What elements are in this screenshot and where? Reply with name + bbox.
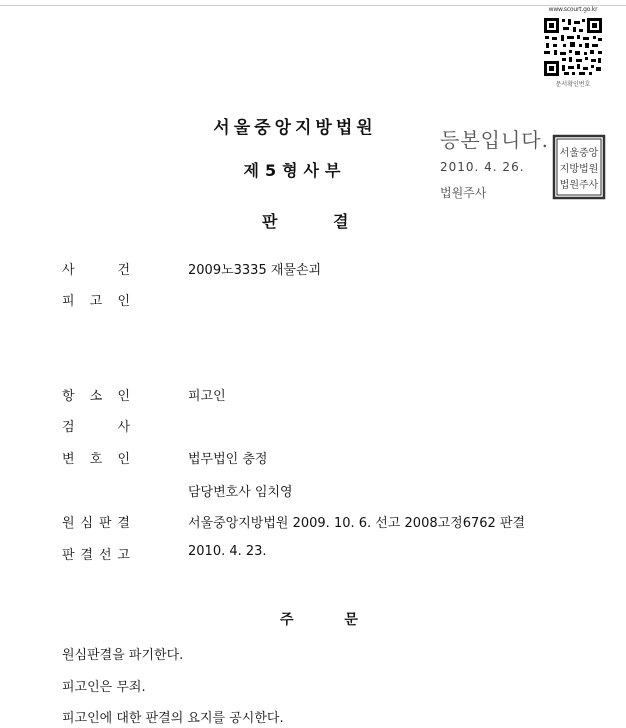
label-char: 소 (89, 389, 103, 404)
label-char: 고 (117, 548, 130, 563)
order-line: 피고인에 대한 판결의 요지를 공시한다. (62, 711, 284, 726)
seal-text: 지방법원 (559, 164, 599, 175)
case-value: 2009노3335 재물손괴 (188, 263, 322, 278)
division-name: 제5형사부 (243, 161, 347, 180)
label-char: 인 (117, 452, 130, 467)
original-judgment-label (62, 512, 130, 531)
label-char: 판 (98, 516, 112, 531)
label-char: 심 (80, 516, 94, 531)
sentencing-date-value: 2010. 4. 23. (188, 544, 267, 559)
order-line: 피고인은 무죄. (62, 680, 146, 695)
court-name: 서울중앙지방법원 (213, 118, 377, 138)
counsel-attorney: 담당변호사 임치영 (188, 485, 293, 500)
document-title-char: 판 (262, 212, 278, 231)
certified-copy-stamp: 등본입니다. (440, 128, 549, 152)
document-title (262, 209, 349, 232)
document-title-char: 결 (333, 212, 349, 231)
prosecutor-label (62, 416, 130, 435)
label-char: 인 (117, 294, 130, 309)
top-divider (0, 5, 626, 6)
label-char: 항 (62, 389, 75, 404)
label-char: 결 (80, 548, 94, 563)
original-judgment-value: 서울중앙지방법원 2009. 10. 6. 선고 2008고정6762 판결 (188, 516, 526, 531)
heading-char: 문 (344, 612, 358, 628)
official-seal-icon (552, 134, 606, 200)
label-char: 선 (98, 548, 112, 563)
sentencing-date-label (62, 544, 130, 563)
label-char: 원 (62, 516, 75, 531)
verification-qr-block (540, 6, 606, 88)
label-char: 결 (117, 516, 130, 531)
label-char: 변 (62, 452, 75, 467)
appellant-label (62, 385, 130, 404)
qr-url: www.scourt.go.kr (548, 6, 598, 13)
label-char: 사 (62, 263, 75, 278)
label-char: 인 (117, 389, 130, 404)
certification-date: 2010. 4. 26. (440, 160, 525, 174)
heading-char: 주 (280, 612, 294, 628)
qr-code-icon (543, 17, 603, 77)
label-char: 사 (117, 420, 130, 435)
order-heading (280, 609, 358, 629)
label-char: 호 (89, 452, 103, 467)
qr-caption: 문서확인번호 (555, 81, 591, 88)
seal-text: 서울중앙 (559, 148, 599, 159)
label-char: 피 (62, 294, 75, 309)
label-char: 판 (62, 548, 75, 563)
appellant-value: 피고인 (188, 389, 226, 404)
label-char: 검 (62, 420, 75, 435)
defendant-label (62, 290, 130, 309)
counsel-label (62, 448, 130, 467)
label-char: 건 (117, 263, 130, 278)
order-line: 원심판결을 파기한다. (62, 648, 184, 663)
seal-text: 법원주사 (559, 180, 599, 191)
certifying-clerk: 법원주사 (440, 186, 487, 200)
label-char: 고 (89, 294, 103, 309)
case-label (62, 259, 130, 278)
counsel-firm: 법무법인 충정 (188, 452, 268, 467)
